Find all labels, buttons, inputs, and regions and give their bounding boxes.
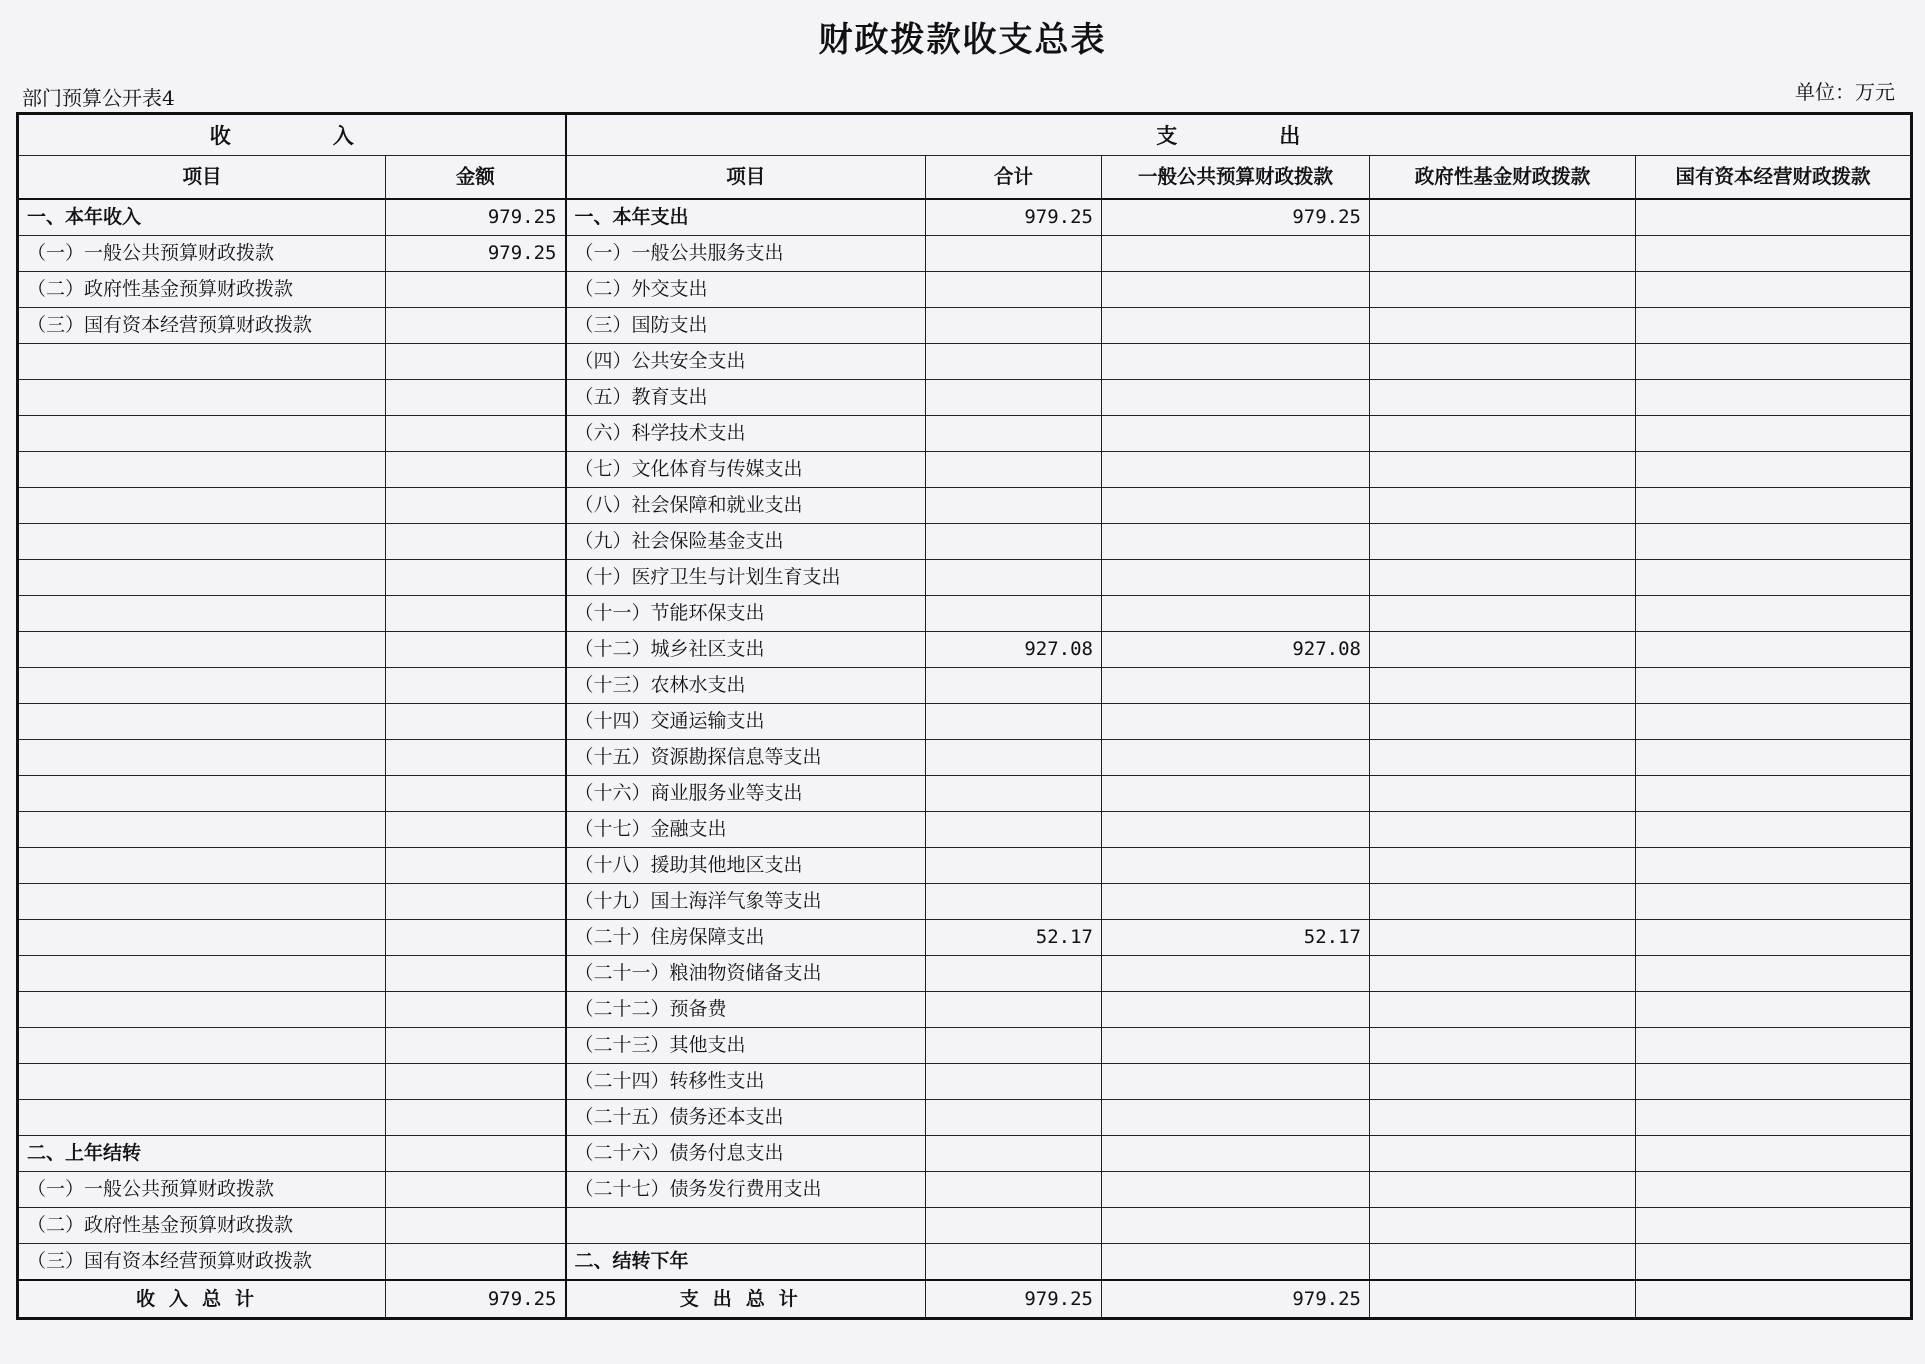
expense-item-cell: （九）社会保险基金支出 <box>566 524 926 560</box>
expense-item-cell: （八）社会保障和就业支出 <box>566 488 926 524</box>
header-income-amount: 金额 <box>386 156 566 200</box>
income-item-cell <box>18 416 386 452</box>
expense-item-cell: （七）文化体育与传媒支出 <box>566 452 926 488</box>
expense-capital-cell <box>1636 1244 1912 1281</box>
income-item-cell <box>18 992 386 1028</box>
expense-item-cell: （十一）节能环保支出 <box>566 596 926 632</box>
income-item-cell <box>18 920 386 956</box>
section-expense: 支 出 <box>566 114 1912 156</box>
expense-general-cell <box>1102 1244 1370 1281</box>
income-amount-cell <box>386 992 566 1028</box>
expense-general-cell <box>1102 992 1370 1028</box>
expense-capital-cell <box>1636 704 1912 740</box>
expense-capital-cell <box>1636 452 1912 488</box>
expense-total-cell <box>926 668 1102 704</box>
income-item-cell <box>18 812 386 848</box>
expense-fund-cell <box>1370 416 1636 452</box>
expense-item-cell: （二十四）转移性支出 <box>566 1064 926 1100</box>
income-amount-cell <box>386 416 566 452</box>
expense-total-sum: 979.25 <box>926 1280 1102 1319</box>
table-row <box>18 1100 1912 1136</box>
expense-general-cell <box>1102 524 1370 560</box>
expense-fund-cell <box>1370 776 1636 812</box>
expense-fund-cell <box>1370 884 1636 920</box>
expense-capital-cell <box>1636 236 1912 272</box>
expense-item-cell: （十五）资源勘探信息等支出 <box>566 740 926 776</box>
income-item-cell <box>18 668 386 704</box>
expense-fund-cell <box>1370 1028 1636 1064</box>
expense-fund-cell <box>1370 956 1636 992</box>
expense-fund-cell <box>1370 199 1636 236</box>
header-total: 合计 <box>926 156 1102 200</box>
income-amount-cell <box>386 920 566 956</box>
header-general-budget: 一般公共预算财政拨款 <box>1102 156 1370 200</box>
income-item-cell <box>18 452 386 488</box>
expense-general-cell <box>1102 1064 1370 1100</box>
income-amount-cell <box>386 308 566 344</box>
expense-item-cell: （十三）农林水支出 <box>566 668 926 704</box>
expense-capital-cell <box>1636 1064 1912 1100</box>
income-item-cell: （二）政府性基金预算财政拨款 <box>18 1208 386 1244</box>
expense-total-cell <box>926 416 1102 452</box>
section-header-row <box>18 114 1912 156</box>
expense-total-cell <box>926 1172 1102 1208</box>
expense-fund-cell <box>1370 236 1636 272</box>
income-item-cell <box>18 776 386 812</box>
income-item-cell: （一）一般公共预算财政拨款 <box>18 1172 386 1208</box>
expense-fund-cell <box>1370 992 1636 1028</box>
table-row <box>18 272 1912 308</box>
expense-general-cell <box>1102 1100 1370 1136</box>
expense-capital-cell <box>1636 560 1912 596</box>
income-amount-cell <box>386 1064 566 1100</box>
expense-general-cell <box>1102 596 1370 632</box>
expense-general-cell <box>1102 812 1370 848</box>
income-amount-cell <box>386 272 566 308</box>
expense-item-cell: （十四）交通运输支出 <box>566 704 926 740</box>
expense-total-cell: 927.08 <box>926 632 1102 668</box>
expense-total-cell <box>926 1208 1102 1244</box>
income-amount-cell <box>386 740 566 776</box>
expense-total-cell <box>926 704 1102 740</box>
table-row <box>18 956 1912 992</box>
expense-total-fund <box>1370 1280 1636 1319</box>
income-amount-cell <box>386 632 566 668</box>
table-row <box>18 632 1912 668</box>
expense-item-cell: （二）外交支出 <box>566 272 926 308</box>
expense-capital-cell <box>1636 344 1912 380</box>
expense-capital-cell <box>1636 776 1912 812</box>
table-row <box>18 199 1912 236</box>
income-amount-cell <box>386 524 566 560</box>
expense-total-cell <box>926 848 1102 884</box>
expense-total-cell <box>926 776 1102 812</box>
income-amount-cell <box>386 1100 566 1136</box>
expense-general-cell <box>1102 236 1370 272</box>
income-amount-cell <box>386 848 566 884</box>
expense-general-cell <box>1102 1172 1370 1208</box>
income-item-cell <box>18 488 386 524</box>
expense-item-cell: （十七）金融支出 <box>566 812 926 848</box>
expense-fund-cell <box>1370 452 1636 488</box>
table-row <box>18 596 1912 632</box>
header-state-capital: 国有资本经营财政拨款 <box>1636 156 1912 200</box>
expense-capital-cell <box>1636 1028 1912 1064</box>
income-amount-cell <box>386 956 566 992</box>
expense-general-cell <box>1102 452 1370 488</box>
expense-fund-cell <box>1370 1208 1636 1244</box>
table-row <box>18 1208 1912 1244</box>
expense-general-cell <box>1102 1136 1370 1172</box>
expense-capital-cell <box>1636 272 1912 308</box>
expense-item-cell: （十八）援助其他地区支出 <box>566 848 926 884</box>
expense-capital-cell <box>1636 524 1912 560</box>
expense-general-cell <box>1102 704 1370 740</box>
expense-item-cell: （二十七）债务发行费用支出 <box>566 1172 926 1208</box>
income-amount-cell <box>386 1244 566 1281</box>
expense-total-capital <box>1636 1280 1912 1319</box>
expense-fund-cell <box>1370 1064 1636 1100</box>
income-item-cell: （三）国有资本经营预算财政拨款 <box>18 308 386 344</box>
expense-general-cell <box>1102 1028 1370 1064</box>
income-amount-cell <box>386 668 566 704</box>
table-row <box>18 668 1912 704</box>
expense-total-cell <box>926 560 1102 596</box>
income-total-label: 收入总计 <box>18 1280 386 1319</box>
expense-general-cell <box>1102 956 1370 992</box>
table-row <box>18 1172 1912 1208</box>
expense-general-cell <box>1102 416 1370 452</box>
expense-item-cell: （四）公共安全支出 <box>566 344 926 380</box>
expense-general-cell: 979.25 <box>1102 199 1370 236</box>
income-item-cell <box>18 704 386 740</box>
header-expense-item: 项目 <box>566 156 926 200</box>
expense-general-cell <box>1102 308 1370 344</box>
expense-total-cell <box>926 344 1102 380</box>
income-item-cell <box>18 740 386 776</box>
expense-capital-cell <box>1636 416 1912 452</box>
expense-item-cell: （二十一）粮油物资储备支出 <box>566 956 926 992</box>
expense-fund-cell <box>1370 380 1636 416</box>
income-amount-cell <box>386 596 566 632</box>
income-amount-cell <box>386 812 566 848</box>
income-item-cell <box>18 632 386 668</box>
expense-item-cell: （十）医疗卫生与计划生育支出 <box>566 560 926 596</box>
table-row <box>18 992 1912 1028</box>
expense-fund-cell <box>1370 848 1636 884</box>
expense-item-cell: （二十五）债务还本支出 <box>566 1100 926 1136</box>
expense-total-label: 支出总计 <box>566 1280 926 1319</box>
expense-capital-cell <box>1636 1208 1912 1244</box>
expense-fund-cell <box>1370 1244 1636 1281</box>
expense-item-cell: （六）科学技术支出 <box>566 416 926 452</box>
income-item-cell <box>18 848 386 884</box>
expense-total-cell: 52.17 <box>926 920 1102 956</box>
table-row <box>18 308 1912 344</box>
expense-general-cell <box>1102 848 1370 884</box>
expense-total-cell <box>926 488 1102 524</box>
table-row <box>18 740 1912 776</box>
expense-total-cell <box>926 1136 1102 1172</box>
income-item-cell: （三）国有资本经营预算财政拨款 <box>18 1244 386 1281</box>
table-row <box>18 452 1912 488</box>
expense-general-cell <box>1102 776 1370 812</box>
expense-total-cell <box>926 452 1102 488</box>
form-number: 部门预算公开表4 <box>22 86 175 110</box>
expense-total-cell <box>926 380 1102 416</box>
expense-capital-cell <box>1636 596 1912 632</box>
expense-fund-cell <box>1370 704 1636 740</box>
expense-capital-cell <box>1636 308 1912 344</box>
income-amount-cell <box>386 452 566 488</box>
income-item-cell <box>18 1100 386 1136</box>
expense-fund-cell <box>1370 1136 1636 1172</box>
expense-item-cell: 二、结转下年 <box>566 1244 926 1281</box>
expense-total-cell <box>926 812 1102 848</box>
expense-general-cell <box>1102 380 1370 416</box>
table-row <box>18 812 1912 848</box>
income-item-cell: 一、本年收入 <box>18 199 386 236</box>
expense-general-cell <box>1102 344 1370 380</box>
income-item-cell <box>18 560 386 596</box>
income-item-cell: （二）政府性基金预算财政拨款 <box>18 272 386 308</box>
income-amount-cell: 979.25 <box>386 236 566 272</box>
expense-item-cell: （二十）住房保障支出 <box>566 920 926 956</box>
income-amount-cell <box>386 1172 566 1208</box>
table-row <box>18 848 1912 884</box>
table-row <box>18 560 1912 596</box>
expense-capital-cell <box>1636 920 1912 956</box>
expense-item-cell: （十九）国土海洋气象等支出 <box>566 884 926 920</box>
expense-general-cell <box>1102 668 1370 704</box>
expense-total-cell <box>926 272 1102 308</box>
expense-item-cell: （五）教育支出 <box>566 380 926 416</box>
expense-total-cell <box>926 1028 1102 1064</box>
income-amount-cell <box>386 1208 566 1244</box>
expense-general-cell: 52.17 <box>1102 920 1370 956</box>
income-amount-cell <box>386 884 566 920</box>
page-title: 财政拨款收支总表 <box>818 20 1107 60</box>
expense-general-cell <box>1102 488 1370 524</box>
table-row <box>18 416 1912 452</box>
expense-item-cell: （二十二）预备费 <box>566 992 926 1028</box>
table-row <box>18 1064 1912 1100</box>
expense-capital-cell <box>1636 848 1912 884</box>
expense-total-general: 979.25 <box>1102 1280 1370 1319</box>
expense-total-cell <box>926 1244 1102 1281</box>
table-row <box>18 344 1912 380</box>
income-item-cell <box>18 344 386 380</box>
fiscal-summary-table <box>16 112 1913 1320</box>
expense-total-cell <box>926 884 1102 920</box>
income-amount-cell <box>386 560 566 596</box>
expense-total-cell <box>926 1064 1102 1100</box>
expense-total-cell: 979.25 <box>926 199 1102 236</box>
expense-general-cell <box>1102 560 1370 596</box>
expense-item-cell: 一、本年支出 <box>566 199 926 236</box>
table-row <box>18 704 1912 740</box>
expense-fund-cell <box>1370 344 1636 380</box>
income-amount-cell <box>386 1136 566 1172</box>
expense-capital-cell <box>1636 488 1912 524</box>
income-amount-cell: 979.25 <box>386 199 566 236</box>
expense-item-cell: （一）一般公共服务支出 <box>566 236 926 272</box>
column-header-row <box>18 156 1912 200</box>
expense-total-cell <box>926 524 1102 560</box>
expense-capital-cell <box>1636 884 1912 920</box>
expense-item-cell: （十六）商业服务业等支出 <box>566 776 926 812</box>
expense-total-cell <box>926 740 1102 776</box>
expense-total-cell <box>926 992 1102 1028</box>
expense-fund-cell <box>1370 596 1636 632</box>
expense-capital-cell <box>1636 380 1912 416</box>
expense-fund-cell <box>1370 740 1636 776</box>
expense-general-cell <box>1102 272 1370 308</box>
income-item-cell <box>18 596 386 632</box>
expense-fund-cell <box>1370 920 1636 956</box>
income-item-cell <box>18 524 386 560</box>
expense-general-cell <box>1102 740 1370 776</box>
expense-item-cell <box>566 1208 926 1244</box>
header-gov-fund: 政府性基金财政拨款 <box>1370 156 1636 200</box>
income-amount-cell <box>386 488 566 524</box>
expense-capital-cell <box>1636 956 1912 992</box>
expense-capital-cell <box>1636 740 1912 776</box>
unit-label: 单位：万元 <box>1795 80 1895 104</box>
expense-item-cell: （二十三）其他支出 <box>566 1028 926 1064</box>
income-item-cell: （一）一般公共预算财政拨款 <box>18 236 386 272</box>
income-amount-cell <box>386 1028 566 1064</box>
table-row <box>18 920 1912 956</box>
income-item-cell <box>18 1028 386 1064</box>
table-row <box>18 884 1912 920</box>
expense-total-cell <box>926 308 1102 344</box>
expense-fund-cell <box>1370 272 1636 308</box>
table-row <box>18 1244 1912 1281</box>
expense-capital-cell <box>1636 1136 1912 1172</box>
expense-capital-cell <box>1636 1172 1912 1208</box>
income-amount-cell <box>386 380 566 416</box>
table-row <box>18 776 1912 812</box>
expense-total-cell <box>926 596 1102 632</box>
expense-fund-cell <box>1370 308 1636 344</box>
income-item-cell <box>18 380 386 416</box>
expense-capital-cell <box>1636 199 1912 236</box>
header-income-item: 项目 <box>18 156 386 200</box>
expense-fund-cell <box>1370 632 1636 668</box>
expense-item-cell: （三）国防支出 <box>566 308 926 344</box>
expense-capital-cell <box>1636 668 1912 704</box>
income-amount-cell <box>386 344 566 380</box>
income-item-cell <box>18 956 386 992</box>
expense-total-cell <box>926 956 1102 992</box>
income-item-cell <box>18 1064 386 1100</box>
expense-fund-cell <box>1370 668 1636 704</box>
expense-item-cell: （二十六）债务付息支出 <box>566 1136 926 1172</box>
totals-row <box>18 1280 1912 1319</box>
income-total-amount: 979.25 <box>386 1280 566 1319</box>
table-row <box>18 1028 1912 1064</box>
expense-fund-cell <box>1370 812 1636 848</box>
table-row <box>18 524 1912 560</box>
expense-general-cell <box>1102 884 1370 920</box>
table-row <box>18 1136 1912 1172</box>
table-row <box>18 488 1912 524</box>
expense-general-cell <box>1102 1208 1370 1244</box>
expense-capital-cell <box>1636 632 1912 668</box>
expense-fund-cell <box>1370 488 1636 524</box>
income-item-cell: 二、上年结转 <box>18 1136 386 1172</box>
expense-fund-cell <box>1370 1172 1636 1208</box>
expense-fund-cell <box>1370 560 1636 596</box>
expense-total-cell <box>926 236 1102 272</box>
income-amount-cell <box>386 776 566 812</box>
expense-fund-cell <box>1370 524 1636 560</box>
table-row <box>18 236 1912 272</box>
income-amount-cell <box>386 704 566 740</box>
expense-total-cell <box>926 1100 1102 1136</box>
expense-capital-cell <box>1636 812 1912 848</box>
expense-general-cell: 927.08 <box>1102 632 1370 668</box>
expense-item-cell: （十二）城乡社区支出 <box>566 632 926 668</box>
expense-fund-cell <box>1370 1100 1636 1136</box>
table-row <box>18 380 1912 416</box>
expense-capital-cell <box>1636 992 1912 1028</box>
section-income: 收 入 <box>18 114 566 156</box>
income-item-cell <box>18 884 386 920</box>
expense-capital-cell <box>1636 1100 1912 1136</box>
